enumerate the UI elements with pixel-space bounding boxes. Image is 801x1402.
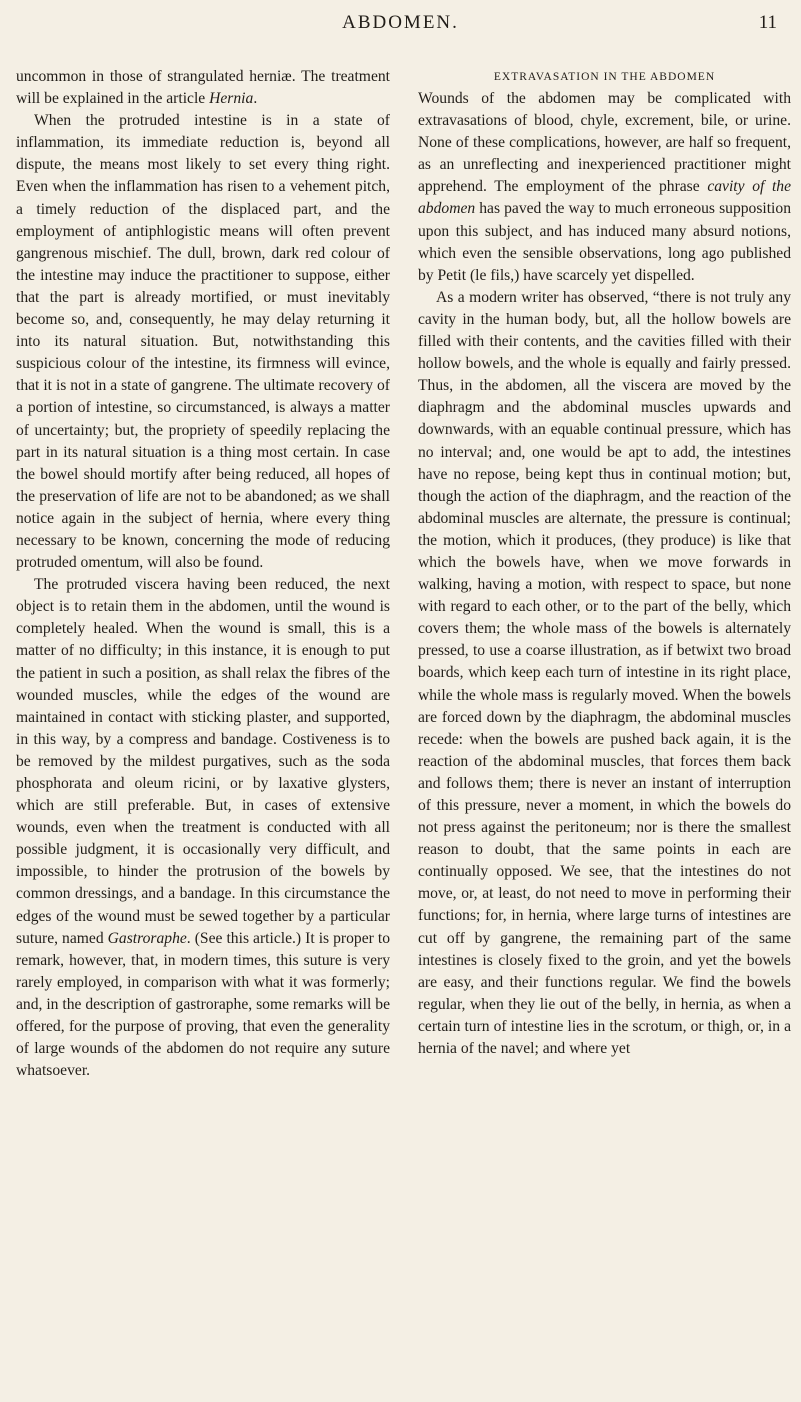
italic-term: Gastroraphe [107, 929, 187, 947]
paragraph: As a modern writer has observed, “there is not truly any cavity in the human body, but, all the hollow bowels are filled with their contents, and the cavities filled with their hollow bowels, and the whole is equally and fairly pressed. Thus, in the abdomen, all the viscera are moved by the diaphragm and the abdominal muscles upwards and downwards, with an equable continual pressure, which has no interval; and, one would be apt to add, the intestines have no repose, being kept thus in continual motion; but, though the action of the diaphragm, and the reaction of the abdominal muscles are alternate, the pressure is continual; the motion, which it produces, (they produce) is like that which the bowels have, when we move forwards in walking, having a motion, with respect to space, but none with regard to each other, or to the part of the belly, which covers them; the whole mass of the bowels is alternately pressed, to use a coarse illustration, as if betwixt two broad boards, which keep each turn of intestine in its right place, while the whole mass is regularly moved. When the bowels are forced down by the diaphragm, the abdominal muscles recede: when the bowels are pushed back again, it is the reaction of the abdominal muscles, that forces them back and follows them; there is never an instant of interruption of this pressure, never a moment, in which the bowels do not press against the peritoneum; nor is there the smallest reason to doubt, that the same points in each are continually opposed. We see, that the intestines do not move, or, at least, do not need to move in performing their functions; for, in hernia, where large turns of intestines are cut off by gangrene, the remaining part of the same intestines is closely fixed to the groin, and yet the bowels are easy, and their functions regular. We find the bowels regular, when they lie out of the belly, in hernia, as when a certain turn of intestine lies in the scrotum, or thigh, or, in a hernia of the navel; and where yet [418, 288, 791, 1058]
right-column [418, 66, 791, 1060]
text-run: . (See this article.) It is proper to remark, however, that, in modern times, this suture is very rarely employed, in comparison with what it was formerly; and, in the description of gastroraphe, some remarks will be offered, for the purpose of proving, that even the generality of large wounds of the abdomen do not require any suture whatsoever. [16, 929, 390, 1080]
italic-term: cavity of the abdomen [418, 178, 792, 218]
running-head [0, 12, 801, 42]
paragraph [16, 574, 390, 1082]
paragraph: When the protruded intestine is in a state of inflammation, its immediate reduction is, beyond all dispute, the means most likely to set every thing right. Even when the inflammation has risen to a vehement pitch, a timely reduction of the displaced part, and the employment of antiphlogistic means will often prevent gangrenous mischief. The dull, brown, dark red colour of the intestine may induce the practitioner to suppose, either that the part is already mortified, or must inevitably become so, and, consequently, he may delay returning it into its natural situation. But, notwithstanding this suspicious colour of the intestine, its firmness will evince, that it is not in a state of gangrene. The ultimate recovery of a portion of intestine, so circumstanced, is always a matter of uncertainty; but, the propriety of speedily replacing the part in its natural situation is a thing most certain. In case the bowel should mortify after being reduced, all hopes of the preservation of life are not to be abandoned; as we shall notice again in the subject of hernia, where every thing necessary to be known, concerning the mode of reducing protruded omentum, will also be found. [16, 112, 390, 572]
running-title: ABDOMEN. [342, 12, 459, 33]
section-heading: EXTRAVASATION IN THE ABDOMEN [493, 71, 716, 83]
paragraph [16, 66, 390, 110]
text-run: has paved the way to much erroneous supposition upon this subject, and has induced many absurd notions, which even the sensible observations, long ago published by Petit (le fils,) have scarcely yet dispelled. [418, 200, 791, 284]
text-run: uncommon in those of strangulated herniæ. The treatment will be explained in the article [16, 68, 390, 108]
left-column [16, 66, 390, 1082]
paragraph [418, 88, 791, 287]
page-number: 11 [758, 12, 777, 33]
text-run: Wounds of the abdomen may be complicated with extravasations of blood, chyle, excrement, bile, or urine. None of these complications, however, are half so frequent, as an unreflecting and inexperienced practitioner might apprehend. The employment of the phrase [418, 90, 791, 196]
text-run: . [253, 90, 258, 108]
text-run: The protruded viscera having been reduced, the next object is to retain them in the abdomen, until the wound is completely healed. When the wound is small, this is a matter of no difficulty; in this instance, it is enough to put the patient in such a position, as shall relax the fibres of the wounded muscles, while the edges of the wound are maintained in contact with sticking plaster, and supported, in this way, by a compress and bandage. Costiveness is to be removed by the mildest purgatives, such as the soda phosphorata and oleum ricini, or by laxative glysters, which are still preferable. But, in cases of extensive wounds, even when the treatment is conducted with all possible judgment, it is occasionally very difficult, and impossible, to hinder the protrusion of the bowels by common dressings, and a bandage. In this circumstance the edges of the wound must be sewed together by a particular suture, named [16, 576, 390, 947]
italic-term: Hernia [209, 90, 254, 108]
